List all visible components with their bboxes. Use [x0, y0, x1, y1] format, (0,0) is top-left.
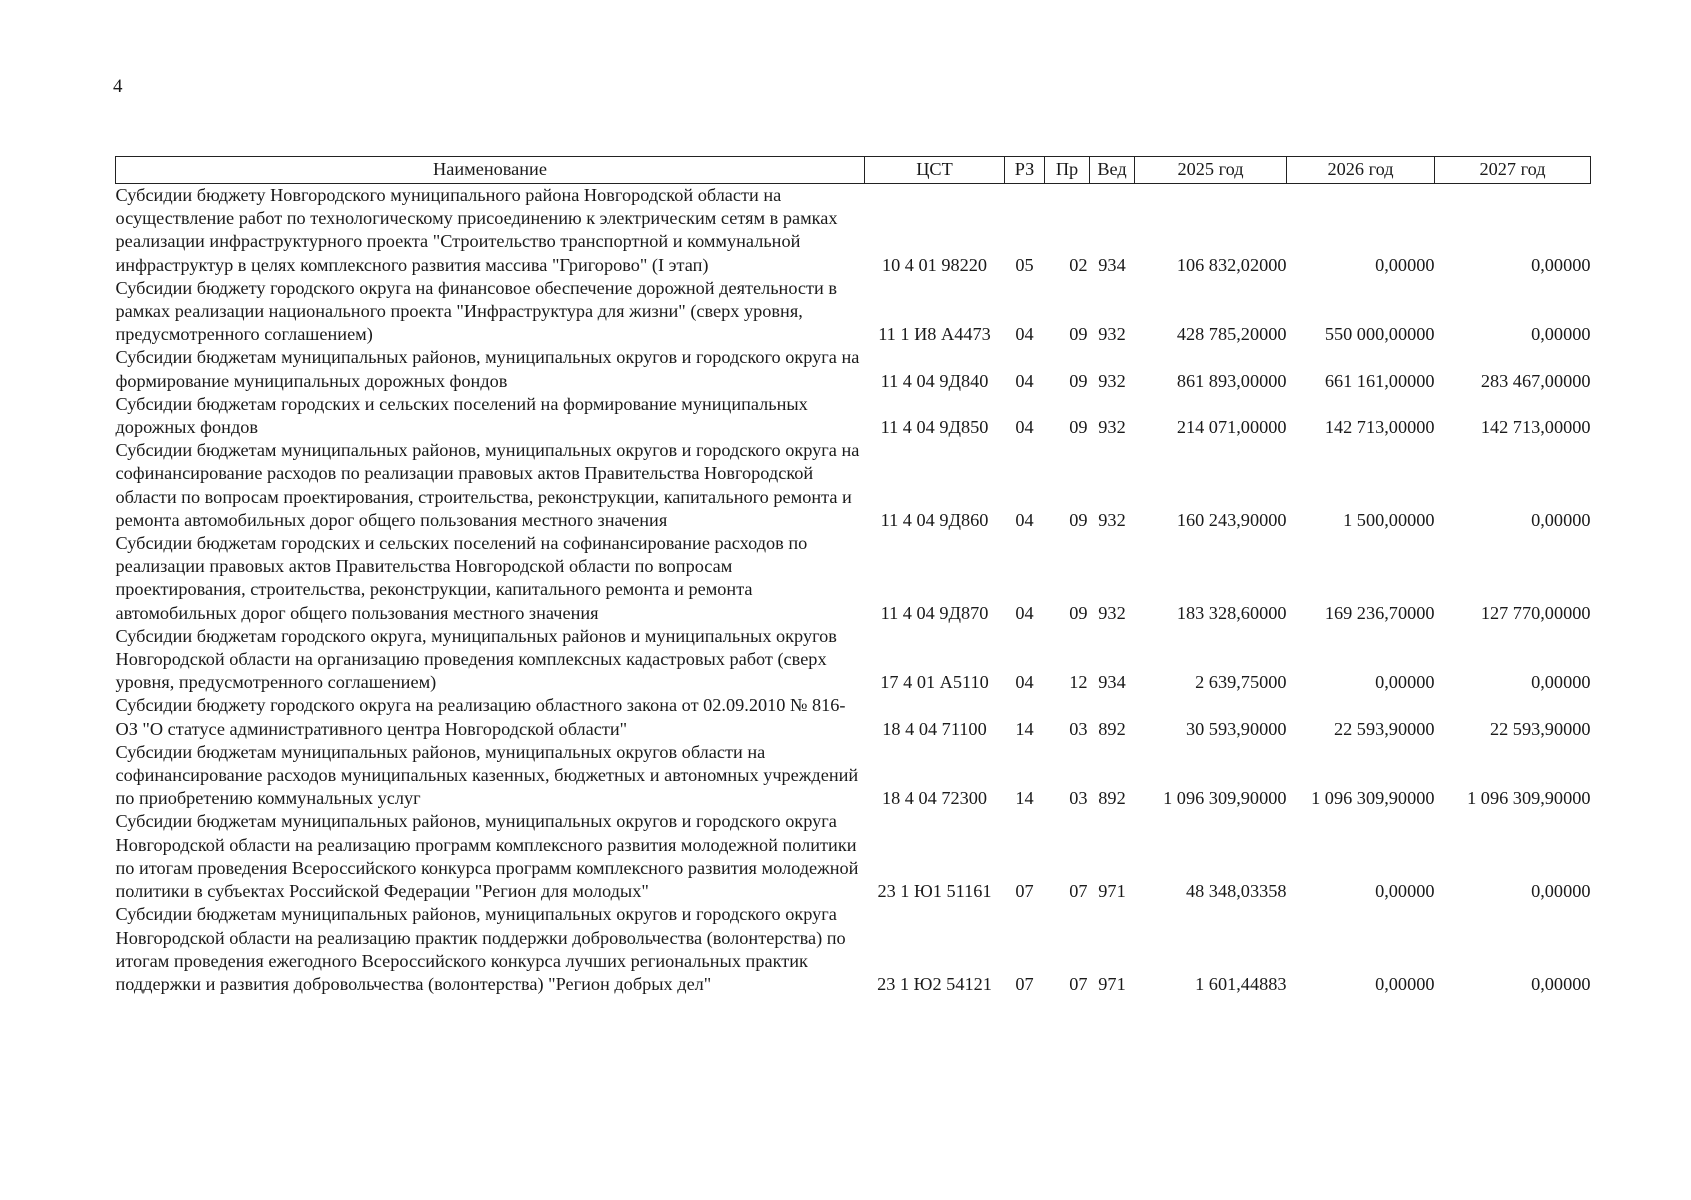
- table-row: [116, 741, 1591, 811]
- row-ved: 932: [1098, 370, 1126, 391]
- row-cst: 11 4 04 9Д860: [880, 509, 989, 530]
- row-pr: 09: [1069, 370, 1088, 391]
- row-amount-2025: 1 601,44883: [1195, 973, 1287, 994]
- row-cst: 23 1 Ю2 54121: [877, 973, 992, 994]
- row-amount-2025: 214 071,00000: [1176, 417, 1287, 438]
- row-amount-2026: 169 236,70000: [1324, 602, 1435, 623]
- row-pr: 09: [1069, 417, 1088, 438]
- row-name: Субсидии бюджету Новгородского муниципального района Новгородской области на осуществление работ по технологическому присоединению к электрическим сетям в рамках реализации инфраструктурного проекта "Строительство транспортной и коммунальной инфраструктур в целях комплексного развития массива "Григорово" (I этап): [115, 185, 838, 275]
- row-ved: 932: [1098, 509, 1126, 530]
- row-rz: 04: [1015, 602, 1034, 623]
- table-body: [116, 184, 1591, 997]
- row-name: Субсидии бюджетам муниципальных районов, муниципальных округов области на софинансирование расходов муниципальных казенных, бюджетных и автономных учреждений по приобретению коммунальных услуг: [115, 741, 859, 809]
- row-amount-2025: 2 639,75000: [1195, 672, 1287, 693]
- row-pr: 02: [1069, 254, 1088, 275]
- row-name: Субсидии бюджетам городских и сельских поселений на софинансирование расходов по реализации правовых актов Правительства Новгородской области по вопросам проектирования, строительства, реконструкции, капитального ремонта и ремонта автомобильных дорог общего пользования местного значения: [115, 533, 808, 623]
- row-amount-2025: 48 348,03358: [1185, 881, 1287, 902]
- row-amount-2026: 0,00000: [1375, 881, 1435, 902]
- table-row: [116, 903, 1591, 996]
- row-cst: 23 1 Ю1 51161: [877, 881, 992, 902]
- row-name: Субсидии бюджетам городских и сельских поселений на формирование муниципальных дорожных фондов: [115, 393, 808, 438]
- row-amount-2025: 428 785,20000: [1176, 324, 1287, 345]
- row-ved: 932: [1098, 324, 1126, 345]
- header-2025: 2025 год: [1135, 157, 1287, 184]
- row-amount-2027: 283 467,00000: [1480, 370, 1591, 391]
- row-amount-2026: 550 000,00000: [1324, 324, 1435, 345]
- row-ved: 971: [1098, 973, 1126, 994]
- row-amount-2027: 0,00000: [1531, 324, 1591, 345]
- row-amount-2027: 0,00000: [1531, 881, 1591, 902]
- header-name: Наименование: [116, 157, 865, 184]
- row-amount-2027: 0,00000: [1531, 509, 1591, 530]
- table-row: [116, 393, 1591, 439]
- table-row: [116, 277, 1591, 347]
- row-amount-2026: 142 713,00000: [1324, 417, 1435, 438]
- row-pr: 07: [1069, 973, 1088, 994]
- row-rz: 07: [1015, 881, 1034, 902]
- row-name: Субсидии бюджетам муниципальных районов, муниципальных округов и городского округа на формирование муниципальных дорожных фондов: [115, 347, 860, 391]
- row-amount-2026: 1 096 309,90000: [1311, 788, 1435, 809]
- table-row: [116, 625, 1591, 695]
- row-name: Субсидии бюджетам муниципальных районов, муниципальных округов и городского округа Новгородской области на реализацию практик поддержки добровольчества (волонтерства) по итогам проведения ежегодного Всероссийского конкурса лучших региональных практик поддержки и развития добровольчества (волонтерства) "Регион добрых дел": [115, 904, 846, 994]
- row-rz: 04: [1015, 324, 1034, 345]
- row-ved: 892: [1098, 718, 1126, 739]
- row-pr: 09: [1069, 509, 1088, 530]
- table-row: [116, 439, 1591, 532]
- row-rz: 07: [1015, 973, 1034, 994]
- row-amount-2027: 0,00000: [1531, 672, 1591, 693]
- row-amount-2027: 0,00000: [1531, 973, 1591, 994]
- row-amount-2026: 0,00000: [1375, 672, 1435, 693]
- row-amount-2027: 22 593,90000: [1489, 718, 1591, 739]
- table-row: [116, 694, 1591, 740]
- budget-table: [115, 156, 1591, 996]
- row-pr: 09: [1069, 602, 1088, 623]
- header-rz: РЗ: [1005, 157, 1045, 184]
- row-amount-2025: 1 096 309,90000: [1163, 788, 1287, 809]
- table-row: [116, 184, 1591, 277]
- row-amount-2026: 0,00000: [1375, 973, 1435, 994]
- row-cst: 11 1 И8 А4473: [878, 324, 991, 345]
- row-amount-2026: 1 500,00000: [1343, 509, 1435, 530]
- row-rz: 14: [1015, 718, 1034, 739]
- row-amount-2027: 142 713,00000: [1480, 417, 1591, 438]
- row-cst: 17 4 01 А5110: [880, 672, 989, 693]
- row-name: Субсидии бюджетам муниципальных районов, муниципальных округов и городского округа на софинансирование расходов по реализации правовых актов Правительства Новгородской области по вопросам проектирования, строительства, реконструкции, капитального ремонта и ремонта автомобильных дорог общего пользования местного значения: [115, 440, 860, 530]
- header-pr: Пр: [1045, 157, 1090, 184]
- row-amount-2025: 160 243,90000: [1176, 509, 1287, 530]
- row-cst: 18 4 04 71100: [882, 718, 987, 739]
- row-cst: 11 4 04 9Д870: [880, 602, 989, 623]
- row-amount-2026: 22 593,90000: [1333, 718, 1435, 739]
- row-cst: 11 4 04 9Д840: [880, 370, 989, 391]
- header-cst: ЦСТ: [865, 157, 1005, 184]
- header-2026: 2026 год: [1287, 157, 1435, 184]
- row-rz: 05: [1015, 254, 1034, 275]
- header-ved: Вед: [1090, 157, 1135, 184]
- row-rz: 04: [1015, 370, 1034, 391]
- table-row: [116, 810, 1591, 903]
- row-amount-2026: 661 161,00000: [1324, 370, 1435, 391]
- row-rz: 04: [1015, 509, 1034, 530]
- row-name: Субсидии бюджетам муниципальных районов, муниципальных округов и городского округа Новгородской области на реализацию программ комплексного развития молодежной политики по итогам проведения Всероссийского конкурса программ комплексного развития молодежной политики в субъектах Российской Федерации "Регион для молодых": [115, 811, 859, 902]
- row-rz: 04: [1015, 672, 1034, 693]
- row-pr: 07: [1069, 881, 1088, 902]
- header-2027: 2027 год: [1435, 157, 1591, 184]
- row-amount-2025: 183 328,60000: [1176, 602, 1287, 623]
- row-amount-2027: 0,00000: [1531, 254, 1591, 275]
- row-pr: 09: [1069, 324, 1088, 345]
- row-ved: 892: [1098, 788, 1126, 809]
- row-name: Субсидии бюджету городского округа на реализацию областного закона от 02.09.2010 № 816-ОЗ "О статусе административного центра Новгородской области": [115, 695, 846, 739]
- row-cst: 18 4 04 72300: [881, 788, 988, 809]
- row-amount-2026: 0,00000: [1375, 254, 1435, 275]
- row-amount-2025: 30 593,90000: [1185, 718, 1287, 739]
- row-ved: 934: [1098, 254, 1126, 275]
- row-amount-2027: 1 096 309,90000: [1467, 788, 1591, 809]
- row-pr: 12: [1069, 672, 1088, 693]
- page-number: 4: [113, 76, 123, 97]
- table-row: [116, 346, 1591, 392]
- row-ved: 971: [1098, 881, 1126, 902]
- table-header: [116, 157, 1591, 184]
- row-ved: 934: [1098, 672, 1126, 693]
- row-ved: 932: [1098, 417, 1126, 438]
- row-cst: 11 4 04 9Д850: [880, 417, 989, 438]
- table-row: [116, 532, 1591, 625]
- row-amount-2025: 861 893,00000: [1176, 370, 1287, 391]
- row-amount-2025: 106 832,02000: [1176, 254, 1287, 275]
- row-pr: 03: [1069, 788, 1088, 809]
- row-name: Субсидии бюджету городского округа на финансовое обеспечение дорожной деятельности в рамках реализации национального проекта "Инфраструктура для жизни" (сверх уровня, предусмотренного соглашением): [115, 277, 838, 345]
- row-pr: 03: [1069, 718, 1088, 739]
- row-ved: 932: [1098, 602, 1126, 623]
- row-cst: 10 4 01 98220: [881, 254, 988, 275]
- row-amount-2027: 127 770,00000: [1480, 602, 1591, 623]
- row-name: Субсидии бюджетам городского округа, муниципальных районов и муниципальных округов Новгородской области на организацию проведения комплексных кадастровых работ (сверх уровня, предусмотренного соглашением): [115, 625, 837, 693]
- row-rz: 04: [1015, 417, 1034, 438]
- row-rz: 14: [1015, 788, 1034, 809]
